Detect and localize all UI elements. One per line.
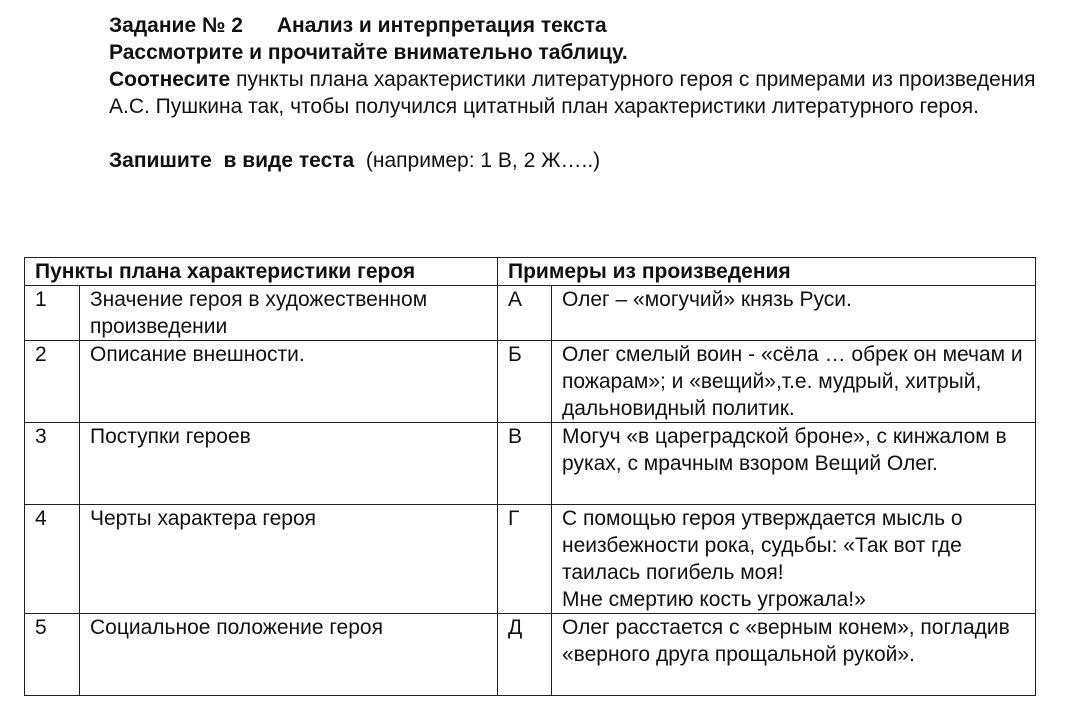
example-letter: А	[498, 286, 552, 341]
example-letter: Д	[498, 614, 552, 696]
task-label: Задание № 2	[109, 14, 243, 37]
example-text: Олег – «могучий» князь Руси.	[552, 286, 1036, 341]
table-row	[25, 286, 1036, 341]
correlate-keyword: Соотнесите	[109, 68, 231, 91]
correlate-text: пункты плана характеристики литературного героя с примерами из произведения А.С. Пушкина так, чтобы получился цитатный план характеристики литературного героя.	[109, 68, 1036, 118]
table-row	[25, 614, 1036, 696]
table-row	[25, 423, 1036, 505]
header-plan-points: Пункты плана характеристики героя	[25, 258, 498, 286]
plan-number: 1	[25, 286, 80, 341]
plan-item: Черты характера героя	[80, 505, 498, 614]
task-intro	[109, 12, 1049, 174]
plan-number: 2	[25, 341, 80, 423]
plan-number: 4	[25, 505, 80, 614]
plan-number: 5	[25, 614, 80, 696]
plan-item: Описание внешности.	[80, 341, 498, 423]
example-text: Олег расстается с «верным конем», погладив «верного друга прощальной рукой».	[552, 614, 1036, 696]
plan-item: Значение героя в художественном произведении	[80, 286, 498, 341]
plan-number: 3	[25, 423, 80, 505]
header-examples: Примеры из произведения	[498, 258, 1036, 286]
example-text: С помощью героя утверждается мысль о неизбежности рока, судьбы: «Так вот где таилась погибель моя! Мне смертию кость угрожала!»	[552, 505, 1036, 614]
write-example: (например: 1 В, 2 Ж…..)	[354, 149, 601, 172]
plan-item: Поступки героев	[80, 423, 498, 505]
instruction-write	[109, 147, 1049, 174]
table-row	[25, 341, 1036, 423]
write-keyword: Запишите в виде теста	[109, 149, 355, 172]
instruction-correlate	[109, 66, 1049, 120]
table-header-row	[25, 258, 1036, 286]
example-letter: Б	[498, 341, 552, 423]
task-title: Анализ и интерпретация текста	[276, 14, 607, 37]
table-row	[25, 505, 1036, 614]
task-heading	[109, 12, 1049, 39]
matching-table	[24, 257, 1036, 696]
example-letter: Г	[498, 505, 552, 614]
instruction-read: Рассмотрите и прочитайте внимательно таблицу.	[109, 41, 628, 64]
plan-item: Социальное положение героя	[80, 614, 498, 696]
example-text: Олег смелый воин - «сёла … обрек он мечам и пожарам»; и «вещий»,т.е. мудрый, хитрый, дальновидный политик.	[552, 341, 1036, 423]
example-letter: В	[498, 423, 552, 505]
example-text: Могуч «в цареградской броне», с кинжалом в руках, с мрачным взором Вещий Олег.	[552, 423, 1036, 505]
